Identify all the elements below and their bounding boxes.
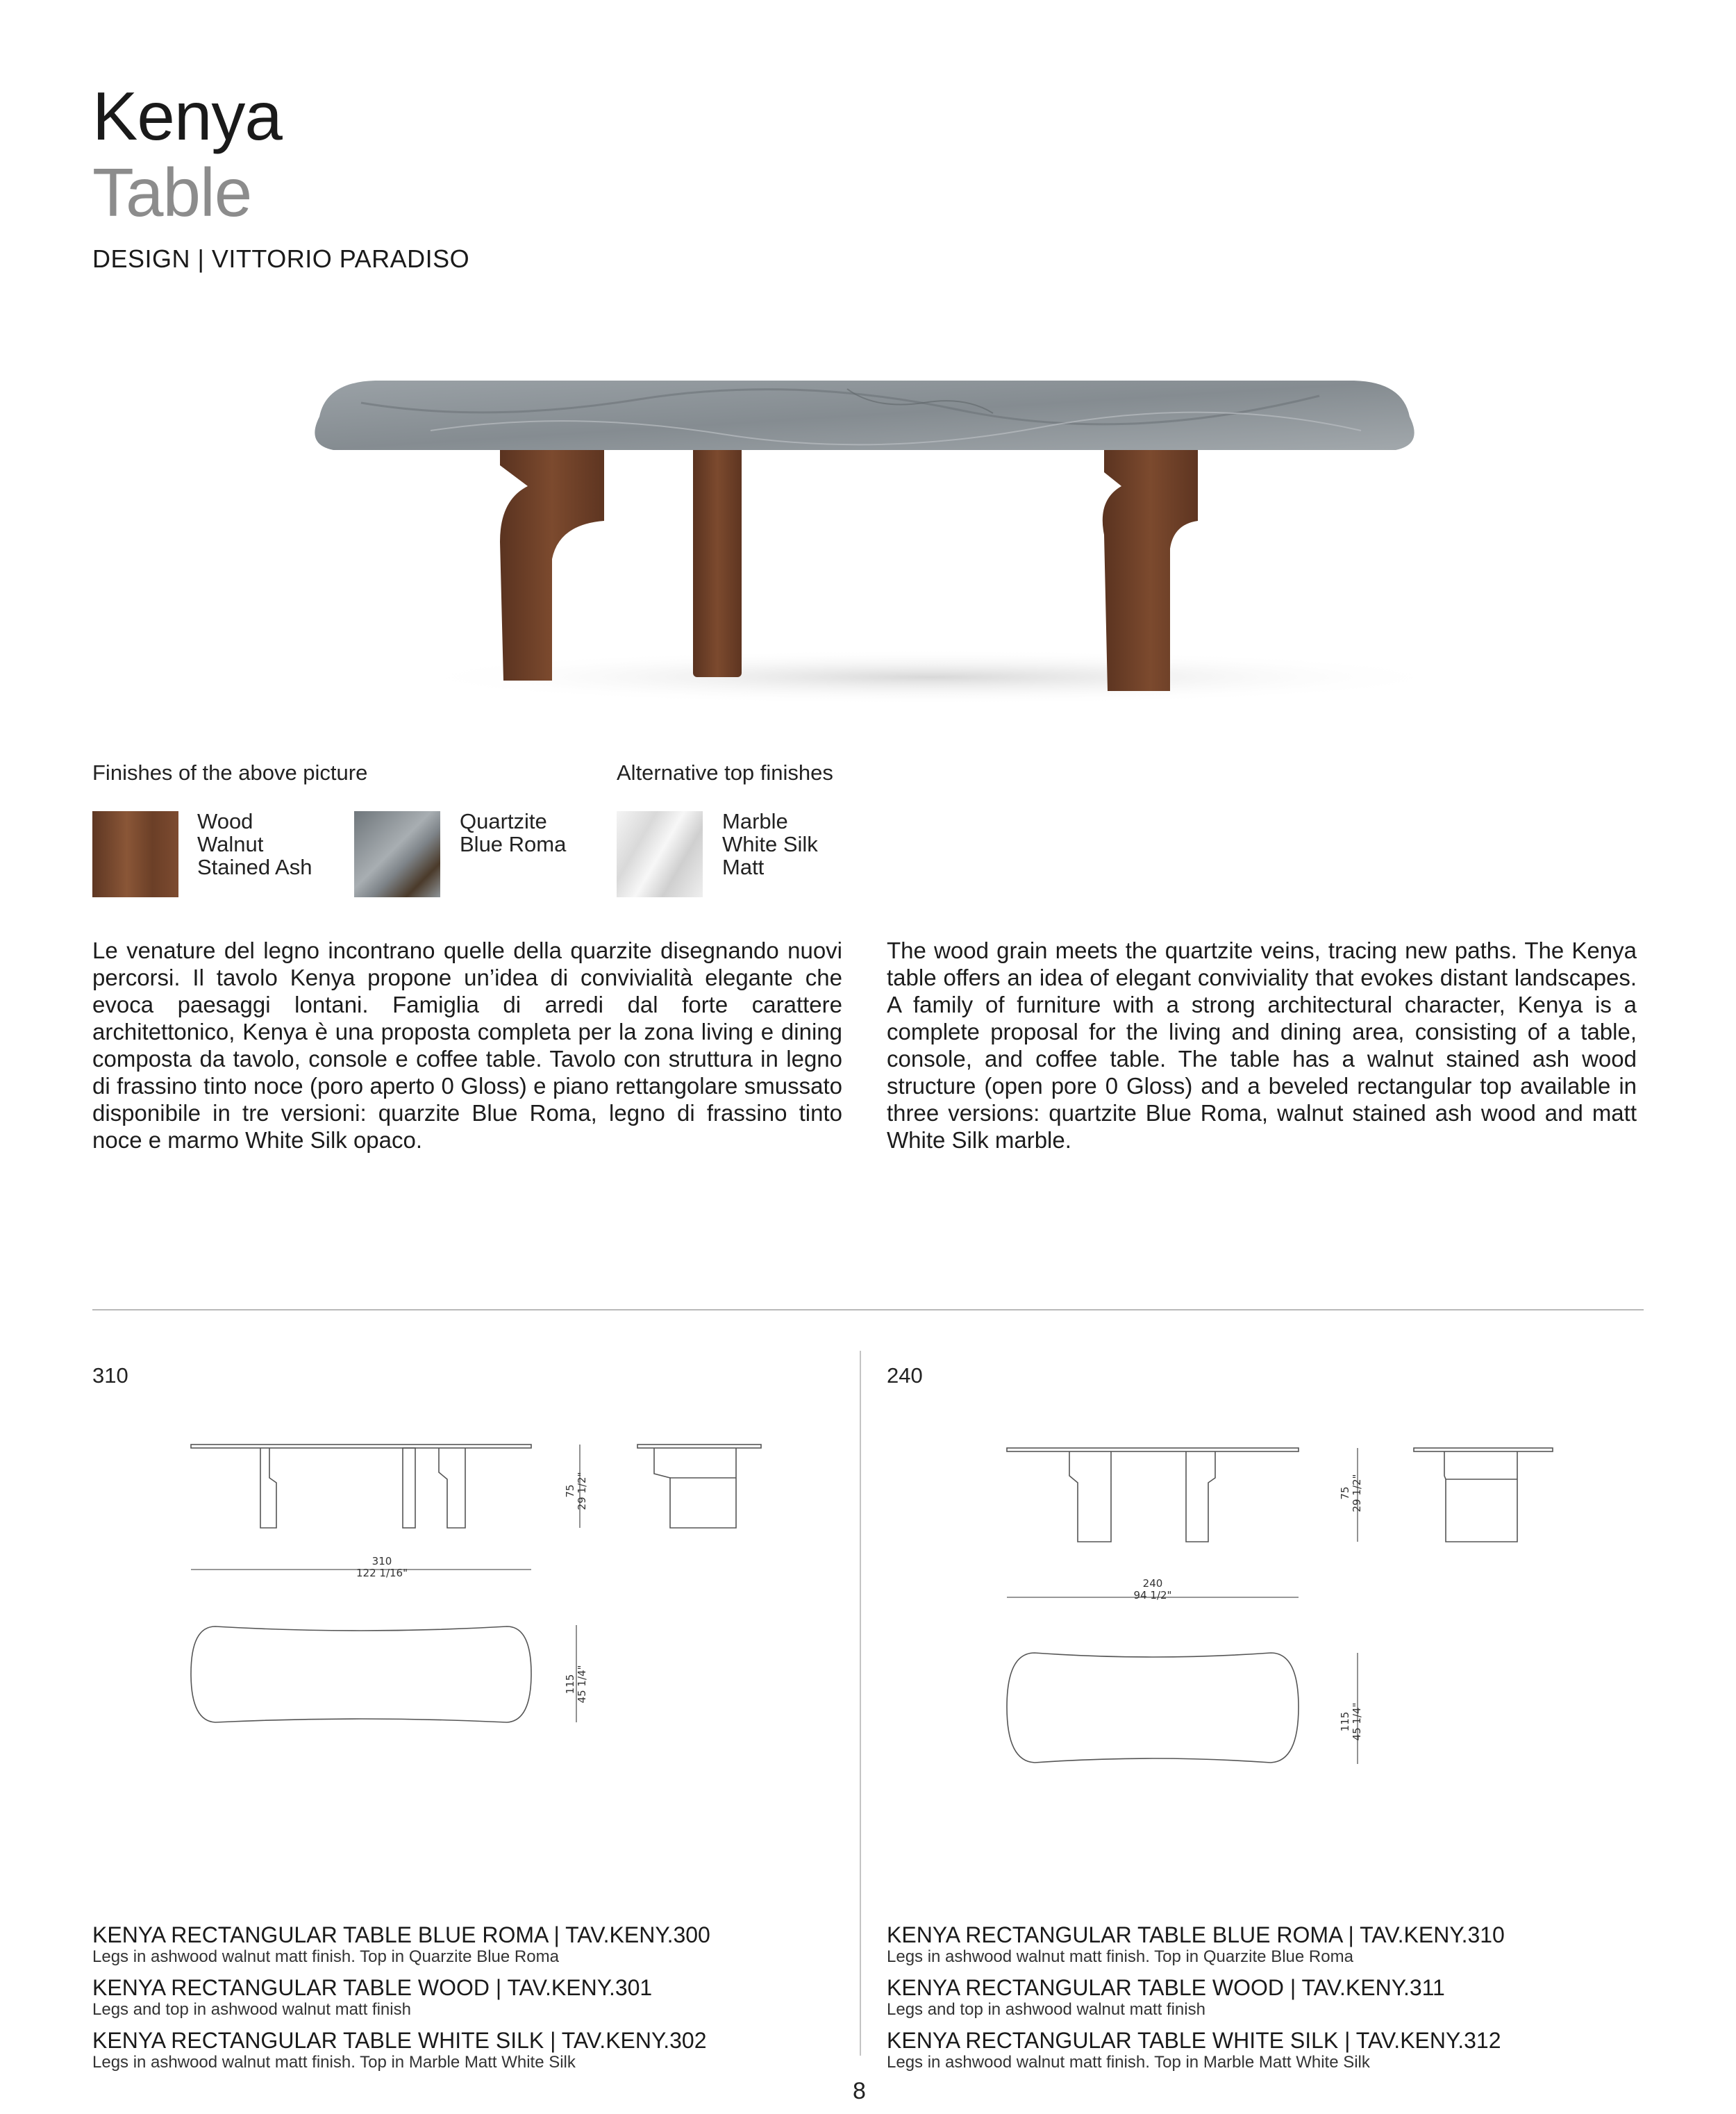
drawing-240 (1000, 1445, 1569, 1806)
alternative-finishes-label: Alternative top finishes (617, 760, 833, 785)
table-leg-middle (693, 444, 742, 677)
front-leg-2-240 (1186, 1451, 1215, 1542)
size-label-240: 240 (887, 1363, 923, 1388)
front-top-240 (1007, 1448, 1299, 1451)
product-list-310 (92, 1922, 842, 2072)
page-subtitle: Table (92, 154, 252, 231)
table-leg-left (500, 444, 604, 681)
product-list-240 (887, 1922, 1637, 2072)
swatch-wood-text: Wood Walnut Stained Ash (197, 809, 312, 879)
length-dim-310: 310 122 1/16" (356, 1555, 408, 1579)
front-leg-2-310 (403, 1448, 415, 1528)
front-leg-3-310 (439, 1448, 465, 1528)
finishes-above-label: Finishes of the above picture (92, 760, 368, 785)
design-credit: DESIGN | VITTORIO PARADISO (92, 244, 470, 273)
depth-dim-310: 115 45 1/4" (564, 1665, 588, 1704)
side-leg-240 (1444, 1451, 1517, 1542)
height-dim-310: 75 29 1/2" (564, 1472, 588, 1510)
side-leg-310 (654, 1448, 736, 1528)
table-top (315, 381, 1414, 450)
description-english: The wood grain meets the quartzite veins, tracing new paths. The Kenya table offers an idea of elegant conviviality that evokes distant landscapes. A family of furniture with a strong architectural character, Kenya is a complete proposal for the living and dining area, consisting of a table, console, and coffee table. The table has a walnut stained ash wood structure (open pore 0 Gloss) and a beveled rectangular top available in three versions: quartzite Blue Roma, walnut stained ash wood and matt White Silk marble. (887, 938, 1637, 1153)
product-item: KENYA RECTANGULAR TABLE BLUE ROMA | TAV.KENY.300 Legs in ashwood walnut matt finish. Top in Quarzite Blue Roma (92, 1922, 710, 1966)
size-label-310: 310 (92, 1363, 128, 1388)
drawing-310 (187, 1438, 771, 1771)
floor-shadow (403, 649, 1458, 705)
product-item: KENYA RECTANGULAR TABLE WOOD | TAV.KENY.301 Legs and top in ashwood walnut matt finish (92, 1975, 653, 2019)
swatch-wood-walnut (92, 811, 178, 897)
section-divider (92, 1309, 1644, 1310)
product-item: KENYA RECTANGULAR TABLE BLUE ROMA | TAV.KENY.310 Legs in ashwood walnut matt finish. Top in Quarzite Blue Roma (887, 1922, 1505, 1966)
product-item: KENYA RECTANGULAR TABLE WOOD | TAV.KENY.311 Legs and top in ashwood walnut matt finish (887, 1975, 1445, 2019)
plan-top-240 (1007, 1653, 1299, 1763)
front-leg-1-310 (260, 1448, 276, 1528)
side-top-240 (1414, 1448, 1553, 1451)
description-italian: Le venature del legno incontrano quelle della quarzite disegnando nuovi percorsi. Il tavolo Kenya propone un’idea di convivialità elegante che evoca paesaggi lontani. Famiglia di arredi dal forte carattere architettonico, Kenya è una proposta completa per la zona living e dining composta da tavolo, console e coffee table. Tavolo con struttura in legno di frassino tinto noce (poro aperto 0 Gloss) e piano rettangolare smussato disponibile in tre versioni: quarzite Blue Roma, legno di frassino tinto noce e marmo White Silk opaco. (92, 938, 842, 1153)
swatch-marble-white-silk (617, 811, 703, 897)
front-leg-1-240 (1069, 1451, 1111, 1542)
product-item: KENYA RECTANGULAR TABLE WHITE SILK | TAV.KENY.312 Legs in ashwood walnut matt finish. Top in Marble Matt White Silk (887, 2028, 1501, 2072)
height-dim-240: 75 29 1/2" (1339, 1474, 1363, 1513)
front-top-310 (191, 1445, 531, 1448)
column-divider (860, 1351, 861, 2056)
swatch-marble-text: Marble White Silk Matt (722, 809, 818, 879)
side-top-310 (637, 1445, 761, 1448)
product-item: KENYA RECTANGULAR TABLE WHITE SILK | TAV.KENY.302 Legs in ashwood walnut matt finish. Top in Marble Matt White Silk (92, 2028, 707, 2072)
swatch-quartzite-blue-roma (354, 811, 440, 897)
length-dim-240: 240 94 1/2" (1133, 1577, 1172, 1601)
plan-top-310 (191, 1626, 531, 1722)
product-photo (278, 361, 1472, 722)
depth-dim-240: 115 45 1/4" (1339, 1702, 1363, 1741)
page-number: 8 (853, 2078, 866, 2104)
page-title: Kenya (92, 78, 282, 154)
swatch-quartzite-text: Quartzite Blue Roma (460, 809, 567, 856)
